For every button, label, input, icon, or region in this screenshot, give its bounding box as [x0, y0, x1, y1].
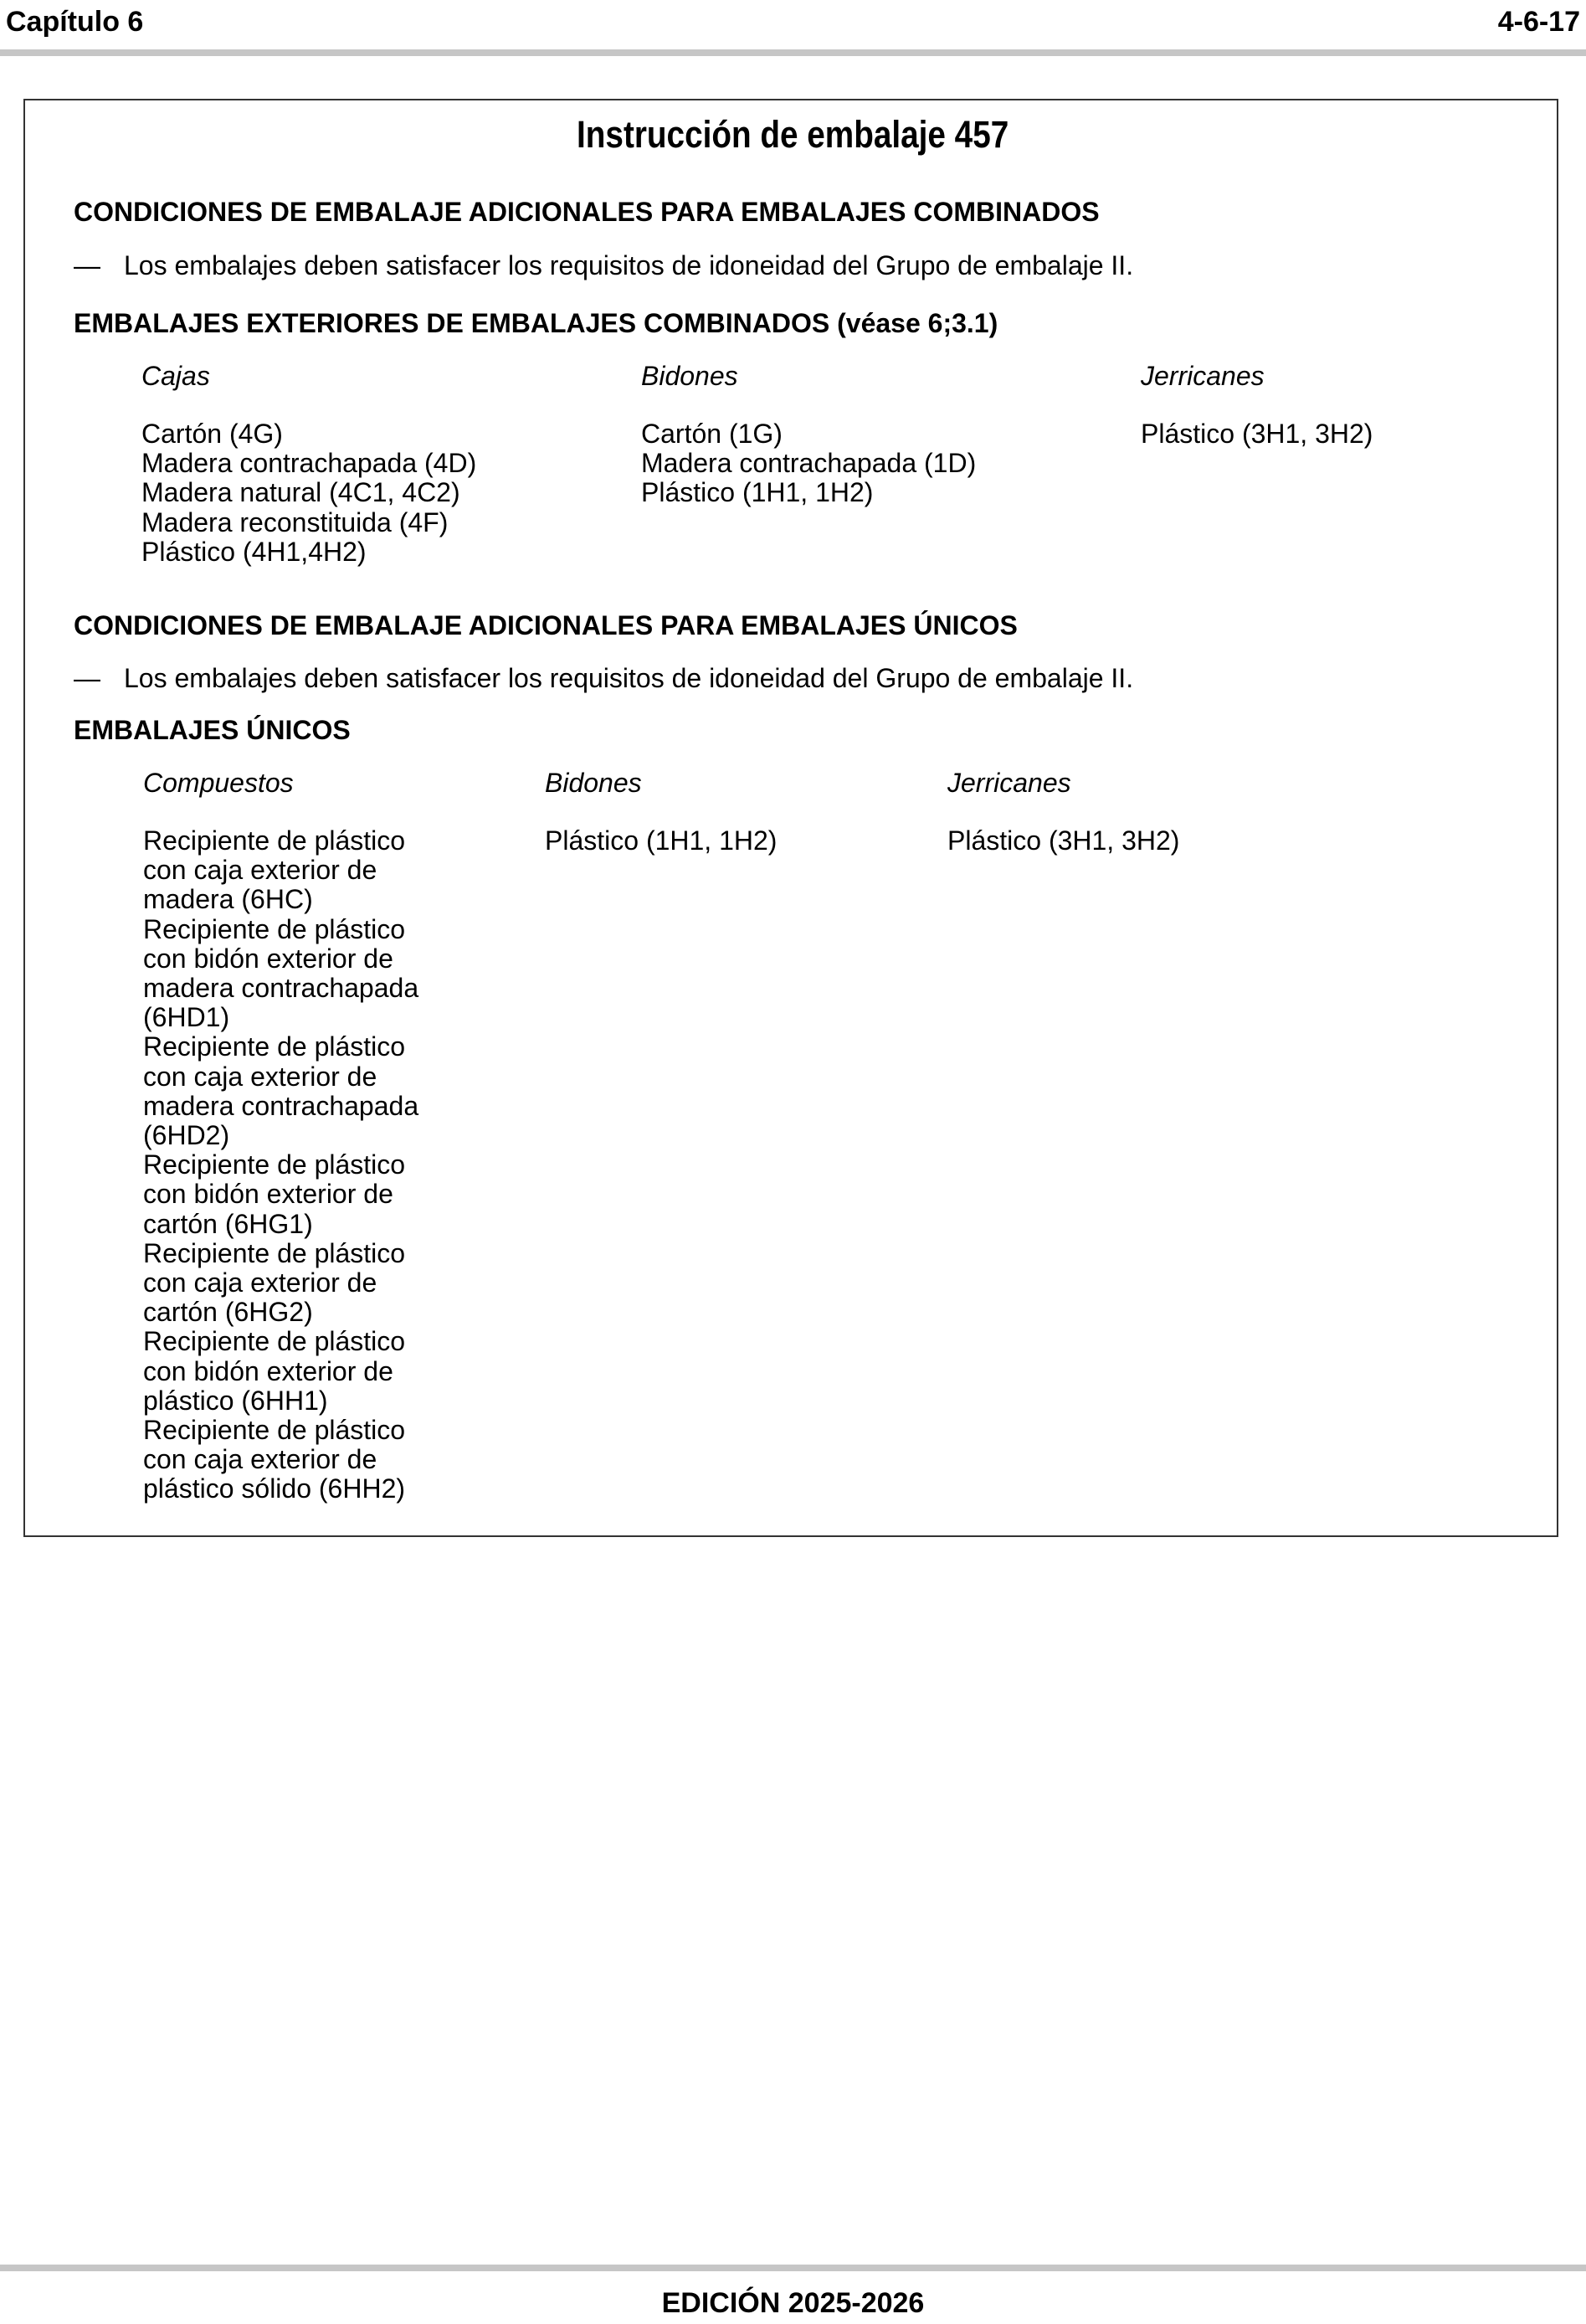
page-number: 4-6-17 [1497, 6, 1580, 38]
combined-bidones-list [641, 419, 976, 508]
header-rule [0, 49, 1586, 56]
list-item: Plástico (3H1, 3H2) [947, 825, 1180, 856]
single-jerricanes-list [947, 826, 1179, 856]
list-item: Madera natural (4C1, 4C2) [141, 477, 460, 508]
list-item: Plástico (1H1, 1H2) [641, 477, 874, 508]
combined-bullet-text: Los embalajes deben satisfacer los requisitos de idoneidad del Grupo de embalaje II. [124, 250, 1134, 280]
bullet-dash: — [74, 663, 100, 693]
outer-packagings-heading: EMBALAJES EXTERIORES DE EMBALAJES COMBINADOS (véase 6;3.1) [74, 308, 998, 338]
list-item: Recipiente de plástico con caja exterior de madera (6HC) [143, 825, 406, 915]
combined-jerricanes-list [1141, 419, 1373, 449]
single-conditions-heading: CONDICIONES DE EMBALAJE ADICIONALES PARA EMBALAJES ÚNICOS [74, 610, 1018, 640]
bullet-dash: — [74, 250, 100, 280]
column-header-cajas: Cajas [141, 361, 210, 391]
column-header-bidones: Bidones [545, 768, 642, 798]
list-item: Recipiente de plástico con caja exterior de plástico sólido (6HH2) [143, 1415, 406, 1504]
page-title: Instrucción de embalaje 457 [577, 113, 1009, 156]
single-bidones-list [545, 826, 777, 856]
page-header [6, 5, 1580, 39]
list-item: Recipiente de plástico con bidón exterior de madera contrachapada (6HD1) [143, 913, 419, 1033]
list-item: Plástico (1H1, 1H2) [545, 825, 778, 856]
combined-conditions-heading: CONDICIONES DE EMBALAJE ADICIONALES PARA EMBALAJES COMBINADOS [74, 197, 1100, 227]
list-item: Plástico (4H1,4H2) [141, 536, 367, 567]
list-item: Recipiente de plástico con caja exterior de madera contrachapada (6HD2) [143, 1031, 419, 1151]
list-item: Cartón (4G) [141, 419, 283, 449]
column-header-compuestos: Compuestos [143, 768, 294, 798]
chapter-label: Capítulo 6 [6, 6, 144, 38]
single-bullet-text: Los embalajes deben satisfacer los requisitos de idoneidad del Grupo de embalaje II. [124, 663, 1134, 693]
list-item: Recipiente de plástico con caja exterior de cartón (6HG2) [143, 1237, 406, 1328]
list-item: Recipiente de plástico con bidón exterior de cartón (6HG1) [143, 1149, 406, 1239]
combined-cajas-list [141, 419, 476, 567]
list-item: Madera contrachapada (1D) [641, 448, 977, 479]
list-item: Recipiente de plástico con bidón exterior de plástico (6HH1) [143, 1326, 406, 1416]
list-item: Madera contrachapada (4D) [141, 448, 477, 479]
edition-footer: EDICIÓN 2025-2026 [661, 2287, 925, 2319]
footer-rule [0, 2265, 1586, 2271]
column-header-bidones: Bidones [641, 361, 738, 391]
column-header-jerricanes: Jerricanes [1141, 361, 1265, 391]
list-item: Plástico (3H1, 3H2) [1141, 419, 1373, 449]
list-item: Madera reconstituida (4F) [141, 506, 449, 537]
single-packagings-heading: EMBALAJES ÚNICOS [74, 715, 351, 745]
single-bullet [74, 662, 1133, 694]
list-item: Cartón (1G) [641, 419, 783, 449]
column-header-jerricanes: Jerricanes [947, 768, 1071, 798]
combined-bullet [74, 249, 1133, 281]
single-compuestos-list [143, 826, 432, 1504]
